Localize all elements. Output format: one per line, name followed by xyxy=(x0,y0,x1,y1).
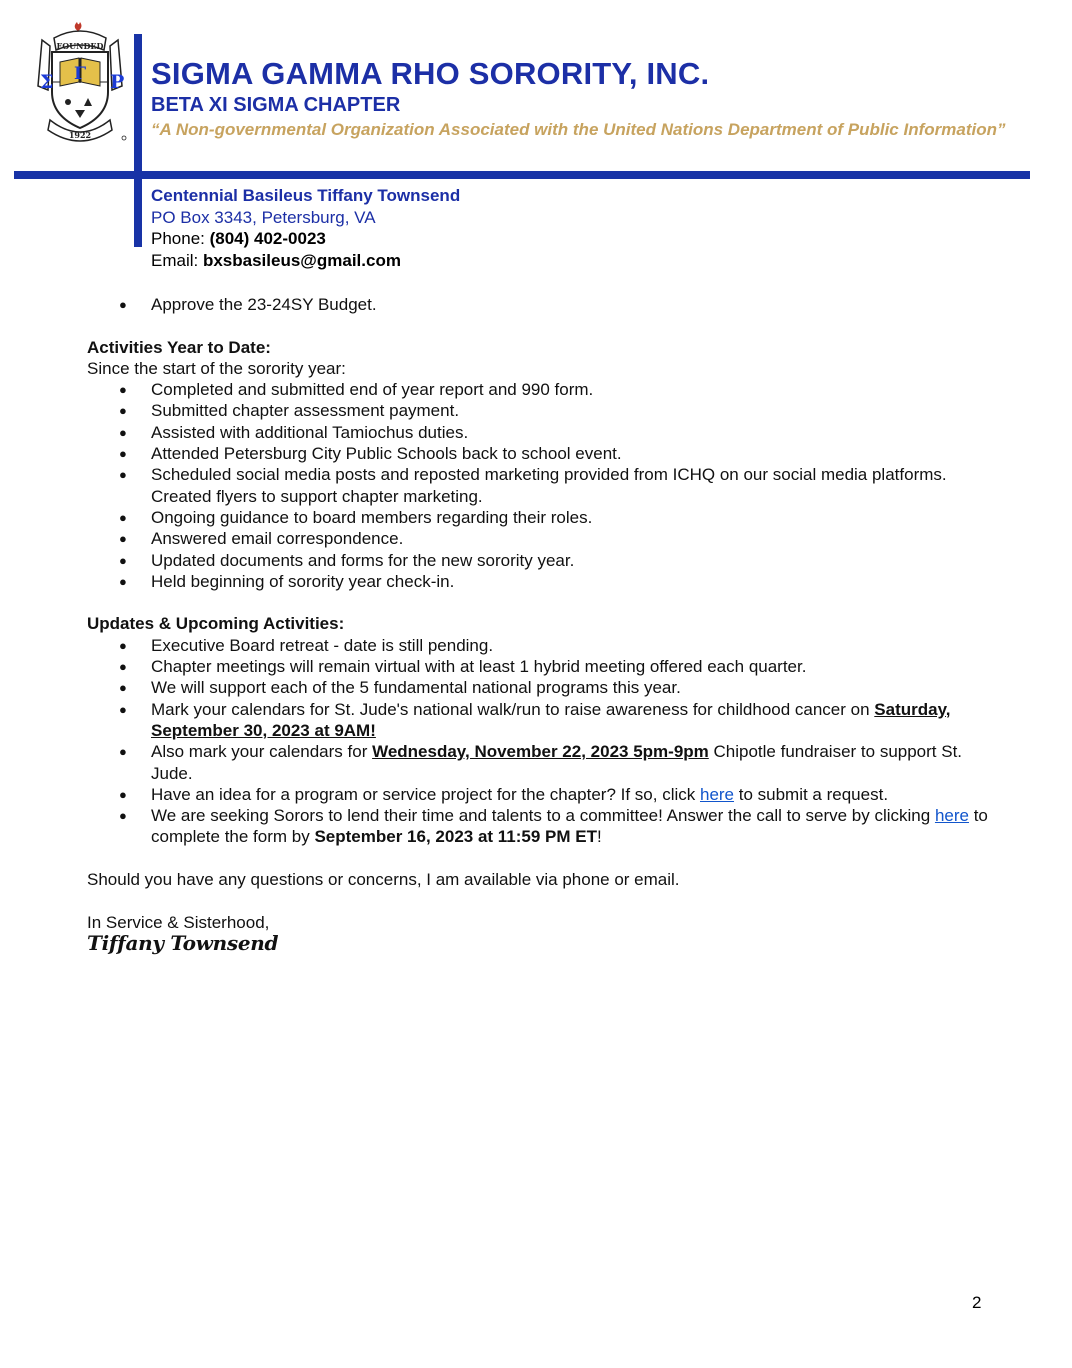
idea-request-link[interactable]: here xyxy=(699,784,735,804)
valediction: In Service & Sisterhood, xyxy=(87,912,270,932)
updates-heading: Updates & Upcoming Activities: xyxy=(87,614,345,634)
closing-questions: Should you have any questions or concerns, I am available via phone or email. xyxy=(87,870,680,890)
st-jude-date: Saturday, September 30, 2023 at 9AM! xyxy=(151,699,951,740)
list-item: ● Submitted chapter assessment payment. xyxy=(87,400,997,421)
activities-intro: Since the start of the sorority year: xyxy=(87,358,346,378)
st-jude-text: Mark your calendars for St. Jude's national walk/run to raise awareness for childhood cancer on xyxy=(151,699,875,719)
chapter-name: BETA XI SIGMA CHAPTER xyxy=(151,94,401,116)
crest-letter-rho: Ρ xyxy=(110,71,125,93)
idea-pre: Have an idea for a program or service project for the chapter? If so, click xyxy=(151,784,700,804)
contact-block xyxy=(151,185,460,271)
letter-body xyxy=(87,294,997,954)
list-item-st-jude xyxy=(87,699,997,742)
committee-pre: We are seeking Sorors to lend their time and talents to a committee! Answer the call to serve by clicking xyxy=(151,806,935,826)
list-item: ● Scheduled social media posts and reposted marketing provided from ICHQ on our social media platforms. Created flyers to support chapter marketing. xyxy=(87,464,997,507)
list-item: ● Assisted with additional Tamiochus duties. xyxy=(87,422,997,443)
committee-deadline: September 16, 2023 at 11:59 PM ET xyxy=(314,827,598,847)
activities-list xyxy=(87,379,997,592)
list-item: ● Attended Petersburg City Public Schools back to school event. xyxy=(87,443,997,464)
contact-name: Centennial Basileus Tiffany Townsend xyxy=(151,186,461,205)
phone-label: Phone: xyxy=(151,229,210,248)
list-item: ● Approve the 23-24SY Budget. xyxy=(87,294,997,315)
header-vertical-rule xyxy=(134,34,142,247)
contact-email-line xyxy=(151,250,460,272)
activities-heading: Activities Year to Date: xyxy=(87,337,271,357)
committee-mid: to complete the form by xyxy=(151,806,988,847)
chipotle-date: Wednesday, November 22, 2023 5pm-9pm xyxy=(372,742,709,762)
crest-founded-label: FOUNDED xyxy=(56,41,104,51)
list-item: ● Updated documents and forms for the new sorority year. xyxy=(87,550,997,571)
list-item: ● Ongoing guidance to board members regarding their roles. xyxy=(87,507,997,528)
chipotle-pre: Also mark your calendars for xyxy=(151,742,373,762)
list-item: ● Held beginning of sorority year check-in. xyxy=(87,571,997,592)
crest-year-label: 1922 xyxy=(68,130,92,140)
list-item: ● Executive Board retreat - date is still pending. xyxy=(87,635,997,656)
contact-address: PO Box 3343, Petersburg, VA xyxy=(151,207,376,227)
crest-letter-sigma: Σ xyxy=(40,71,54,93)
top-list xyxy=(87,294,997,315)
list-item: ● Chapter meetings will remain virtual with at least 1 hybrid meeting offered each quarter. xyxy=(87,656,997,677)
phone-number: (804) 402-0023 xyxy=(209,229,326,248)
committee-form-link[interactable]: here xyxy=(934,806,969,826)
crest-letter-gamma: Γ xyxy=(73,64,87,84)
sorority-crest-logo xyxy=(28,20,132,148)
list-item: ● We will support each of the 5 fundamental national programs this year. xyxy=(87,677,997,698)
email-label: Email: xyxy=(151,250,203,270)
header-horizontal-rule xyxy=(14,171,1030,179)
list-item-committee xyxy=(87,805,997,848)
list-item-chipotle xyxy=(87,741,997,784)
idea-post: to submit a request. xyxy=(734,784,889,804)
list-item: ● Answered email correspondence. xyxy=(87,528,997,549)
updates-list xyxy=(87,635,997,848)
tagline: “A Non-governmental Organization Associated with the United Nations Department of Public Information” xyxy=(151,120,1006,139)
email-address: bxsbasileus@gmail.com xyxy=(202,250,401,270)
list-item-idea xyxy=(87,784,997,805)
contact-phone-line xyxy=(151,228,460,250)
list-item: ● Completed and submitted end of year report and 990 form. xyxy=(87,379,997,400)
page-number: 2 xyxy=(972,1293,982,1312)
signature: Tiffany Townsend xyxy=(87,930,279,955)
committee-post: ! xyxy=(597,827,602,847)
chipotle-post: Chipotle fundraiser to support St. Jude. xyxy=(151,742,963,783)
org-name: SIGMA GAMMA RHO SORORITY, INC. xyxy=(151,56,710,91)
